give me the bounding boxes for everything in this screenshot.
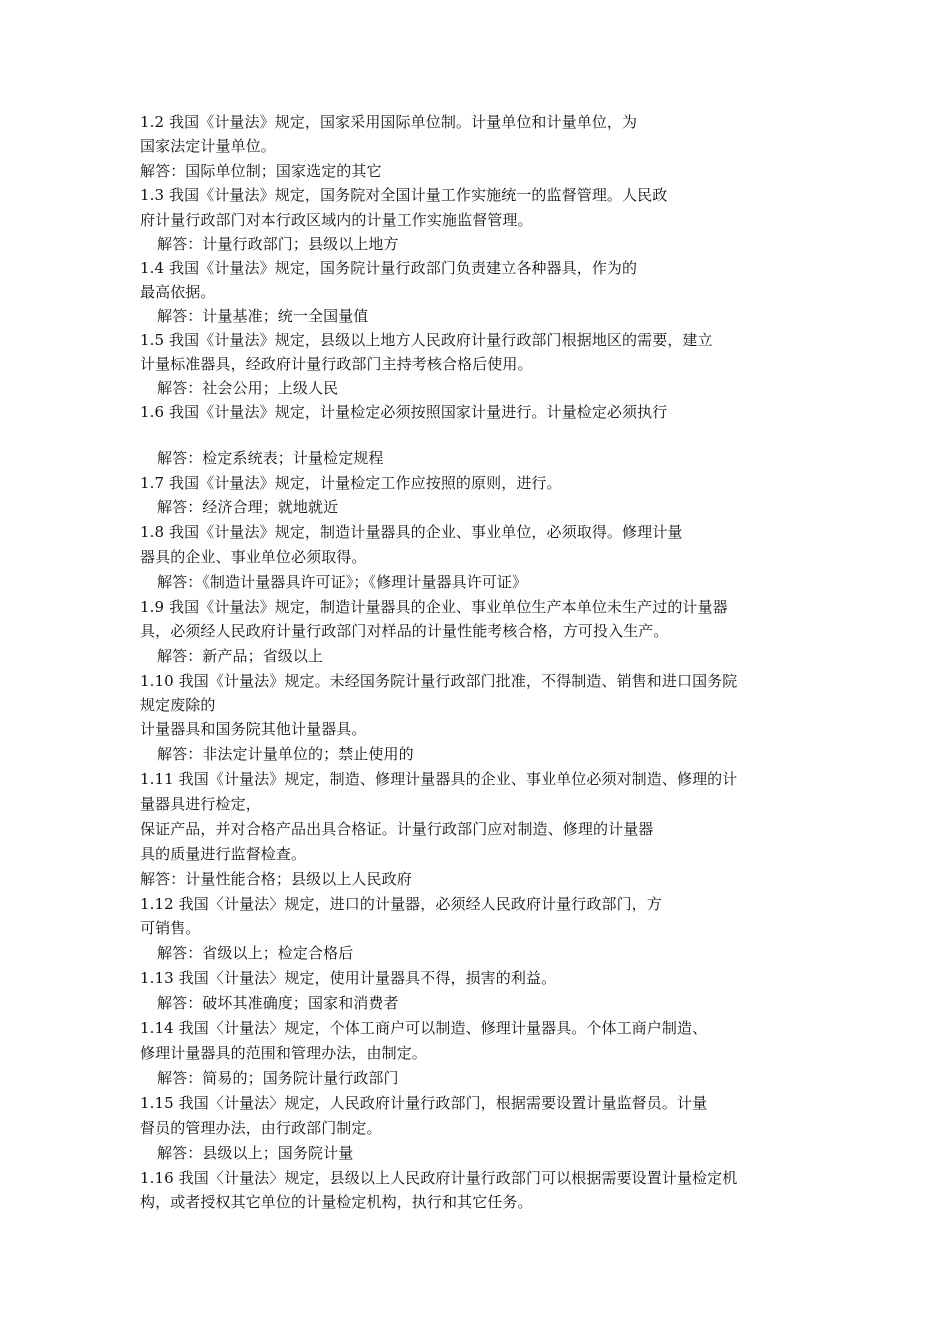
text-line: 国家法定计量单位。	[140, 137, 276, 155]
text-line: 1.12 我国〈计量法〉规定，进口的计量器，必须经人民政府计量行政部门，方	[140, 895, 662, 913]
answer-line: 解答：新产品；省级以上	[157, 647, 324, 665]
answer-line: 解答：县级以上；国务院计量	[157, 1144, 354, 1162]
text-line: 1.2 我国《计量法》规定，国家采用国际单位制。计量单位和计量单位，为	[140, 113, 638, 131]
text-line: 最高依据。	[140, 283, 216, 301]
answer-line: 解答：省级以上；检定合格后	[157, 944, 354, 962]
answer-line: 解答：破坏其准确度；国家和消费者	[157, 994, 399, 1012]
text-line: 1.5 我国《计量法》规定，县级以上地方人民政府计量行政部门根据地区的需要，建立	[140, 331, 713, 349]
text-line: 1.10 我国《计量法》规定。未经国务院计量行政部门批准，不得制造、销售和进口国务院	[140, 672, 738, 690]
text-line: 1.8 我国《计量法》规定，制造计量器具的企业、事业单位，必须取得。修理计量	[140, 523, 683, 541]
answer-line: 解答：非法定计量单位的；禁止使用的	[157, 745, 414, 763]
text-line: 府计量行政部门对本行政区域内的计量工作实施监督管理。	[140, 211, 533, 229]
text-line: 计量标准器具，经政府计量行政部门主持考核合格后使用。	[140, 355, 533, 373]
answer-line: 解答：《制造计量器具许可证》；《修理计量器具许可证》	[157, 573, 528, 591]
text-line: 计量器具和国务院其他计量器具。	[140, 720, 367, 738]
text-line: 1.9 我国《计量法》规定，制造计量器具的企业、事业单位生产本单位未生产过的计量器	[140, 598, 728, 616]
text-line: 1.6 我国《计量法》规定，计量检定必须按照国家计量进行。计量检定必须执行	[140, 403, 668, 421]
text-line: 1.16 我国〈计量法〉规定，县级以上人民政府计量行政部门可以根据需要设置计量检定机	[140, 1169, 738, 1187]
answer-line: 解答：简易的；国务院计量行政部门	[157, 1069, 399, 1087]
text-line: 保证产品，并对合格产品出具合格证。计量行政部门应对制造、修理的计量器	[140, 820, 654, 838]
text-line: 构，或者授权其它单位的计量检定机构，执行和其它任务。	[140, 1193, 533, 1211]
text-line: 督员的管理办法，由行政部门制定。	[140, 1119, 382, 1137]
answer-line: 解答：国际单位制；国家选定的其它	[140, 162, 382, 180]
answer-line: 解答：社会公用；上级人民	[157, 379, 339, 397]
text-line: 规定废除的	[140, 696, 216, 714]
text-line: 修理计量器具的范围和管理办法，由制定。	[140, 1044, 427, 1062]
text-line: 1.14 我国〈计量法〉规定，个体工商户可以制造、修理计量器具。个体工商户制造、	[140, 1019, 708, 1037]
text-line: 1.4 我国《计量法》规定，国务院计量行政部门负责建立各种器具，作为的	[140, 259, 638, 277]
text-line: 具的质量进行监督检查。	[140, 845, 307, 863]
text-line: 具，必须经人民政府计量行政部门对样品的计量性能考核合格，方可投入生产。	[140, 622, 669, 640]
answer-line: 解答：经济合理；就地就近	[157, 498, 339, 516]
text-line: 可销售。	[140, 919, 201, 937]
answer-line: 解答：计量性能合格；县级以上人民政府	[140, 870, 412, 888]
answer-line: 解答：计量行政部门；县级以上地方	[157, 235, 399, 253]
text-line: 1.11 我国《计量法》规定，制造、修理计量器具的企业、事业单位必须对制造、修理的计	[140, 770, 738, 788]
text-line: 1.13 我国〈计量法〉规定，使用计量器具不得，损害的利益。	[140, 969, 557, 987]
text-line: 器具的企业、事业单位必须取得。	[140, 548, 367, 566]
text-line: 量器具进行检定，	[140, 795, 261, 813]
answer-line: 解答：计量基准；统一全国量值	[157, 307, 369, 325]
text-line: 1.15 我国〈计量法〉规定，人民政府计量行政部门，根据需要设置计量监督员。计量	[140, 1094, 708, 1112]
text-line: 1.3 我国《计量法》规定，国务院对全国计量工作实施统一的监督管理。人民政	[140, 186, 668, 204]
answer-line: 解答：检定系统表；计量检定规程	[157, 449, 384, 467]
text-line: 1.7 我国《计量法》规定，计量检定工作应按照的原则，进行。	[140, 474, 562, 492]
